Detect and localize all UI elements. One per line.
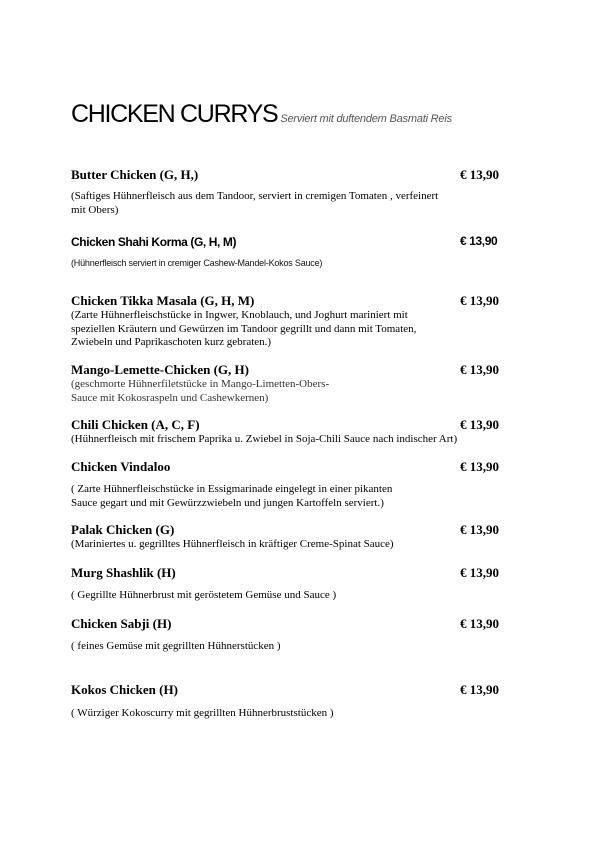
menu-item-chili-chicken: [71, 416, 511, 447]
menu-item-chicken-sabji: [71, 615, 511, 654]
menu-item-description: ( Würziger Kokoscurry mit gegrillten Hühnerbruststücken ): [71, 707, 334, 719]
menu-item-chicken-tikka-masala: [71, 292, 511, 350]
menu-item-price: € 13,90: [460, 682, 499, 697]
menu-item-price: € 13,90: [460, 167, 499, 182]
menu-item-description: (geschmorte Hühnerfiletstücke in Mango-Limetten-Obers- Sauce mit Kokosraspeln und Cashewkernen): [71, 378, 330, 404]
menu-item-name: Murg Shashlik (H): [71, 565, 176, 580]
menu-item-name: Chicken Tikka Masala (G, H, M): [71, 293, 255, 308]
menu-item-kokos-chicken: [71, 681, 511, 721]
menu-item-price: € 13,90: [460, 565, 499, 580]
menu-item-name: Butter Chicken (G, H,): [71, 167, 199, 182]
menu-item-description: (Zarte Hühnerfleischstücke in Ingwer, Knoblauch, und Joghurt mariniert mit speziellen Kräutern und Gewürzen im Tandoor gegrillt und dann mit Tomaten, Zwiebeln und Paprikaschoten kurz gebraten.): [71, 309, 417, 348]
menu-item-description: ( Gegrillte Hühnerbrust mit geröstetem Gemüse und Sauce ): [71, 589, 337, 601]
menu-item-price: € 13,90: [460, 616, 499, 631]
section-subtitle: Serviert mit duftendem Basmati Reis: [280, 113, 452, 125]
menu-item-butter-chicken: [71, 166, 511, 217]
menu-item-palak-chicken: [71, 521, 511, 552]
menu-item-price: € 13,90: [460, 459, 499, 474]
menu-item-name: Chili Chicken (A, C, F): [71, 417, 200, 432]
menu-item-price: € 13,90: [460, 362, 499, 377]
menu-item-name: Chicken Sabji (H): [71, 616, 172, 631]
menu-item-description: ( Zarte Hühnerfleischstücke in Essigmarinade eingelegt in einer pikanten Sauce gegart und mit Gewürzzwiebeln und jungen Kartoffeln serviert.): [71, 483, 393, 509]
menu-item-price: € 13,90: [460, 417, 499, 432]
menu-item-name: Palak Chicken (G): [71, 522, 175, 537]
menu-item-description: ( feines Gemüse mit gegrillten Hühnerstücken ): [71, 640, 281, 652]
menu-item-mango-lemette-chicken: [71, 361, 511, 405]
menu-item-name: Mango-Lemette-Chicken (G, H): [71, 362, 249, 377]
menu-item-name: Chicken Shahi Korma (G, H, M): [71, 235, 237, 249]
menu-item-price: € 13,90: [460, 522, 499, 537]
menu-item-chicken-shahi-korma: [71, 233, 511, 271]
menu-item-name: Chicken Vindaloo: [71, 459, 171, 474]
menu-item-description: (Mariniertes u. gegrilltes Hühnerfleisch in kräftiger Creme-Spinat Sauce): [71, 538, 394, 550]
menu-item-description: (Hühnerfleisch mit frischem Paprika u. Zwiebel in Soja-Chili Sauce nach indischer Art): [71, 433, 458, 445]
menu-item-name: Kokos Chicken (H): [71, 682, 178, 697]
menu-item-price: € 13,90: [460, 234, 498, 248]
menu-item-description: (Saftiges Hühnerfleisch aus dem Tandoor, serviert in cremigen Tomaten , verfeinert mit Obers): [71, 190, 439, 216]
section-title: CHICKEN CURRYS: [71, 100, 278, 128]
section-heading: [71, 100, 452, 129]
menu-item-description: (Hühnerfleisch serviert in cremiger Cashew-Mandel-Kokos Sauce): [71, 258, 323, 268]
menu-item-price: € 13,90: [460, 293, 499, 308]
menu-item-chicken-vindaloo: [71, 458, 511, 510]
menu-item-murg-shashlik: [71, 564, 511, 603]
